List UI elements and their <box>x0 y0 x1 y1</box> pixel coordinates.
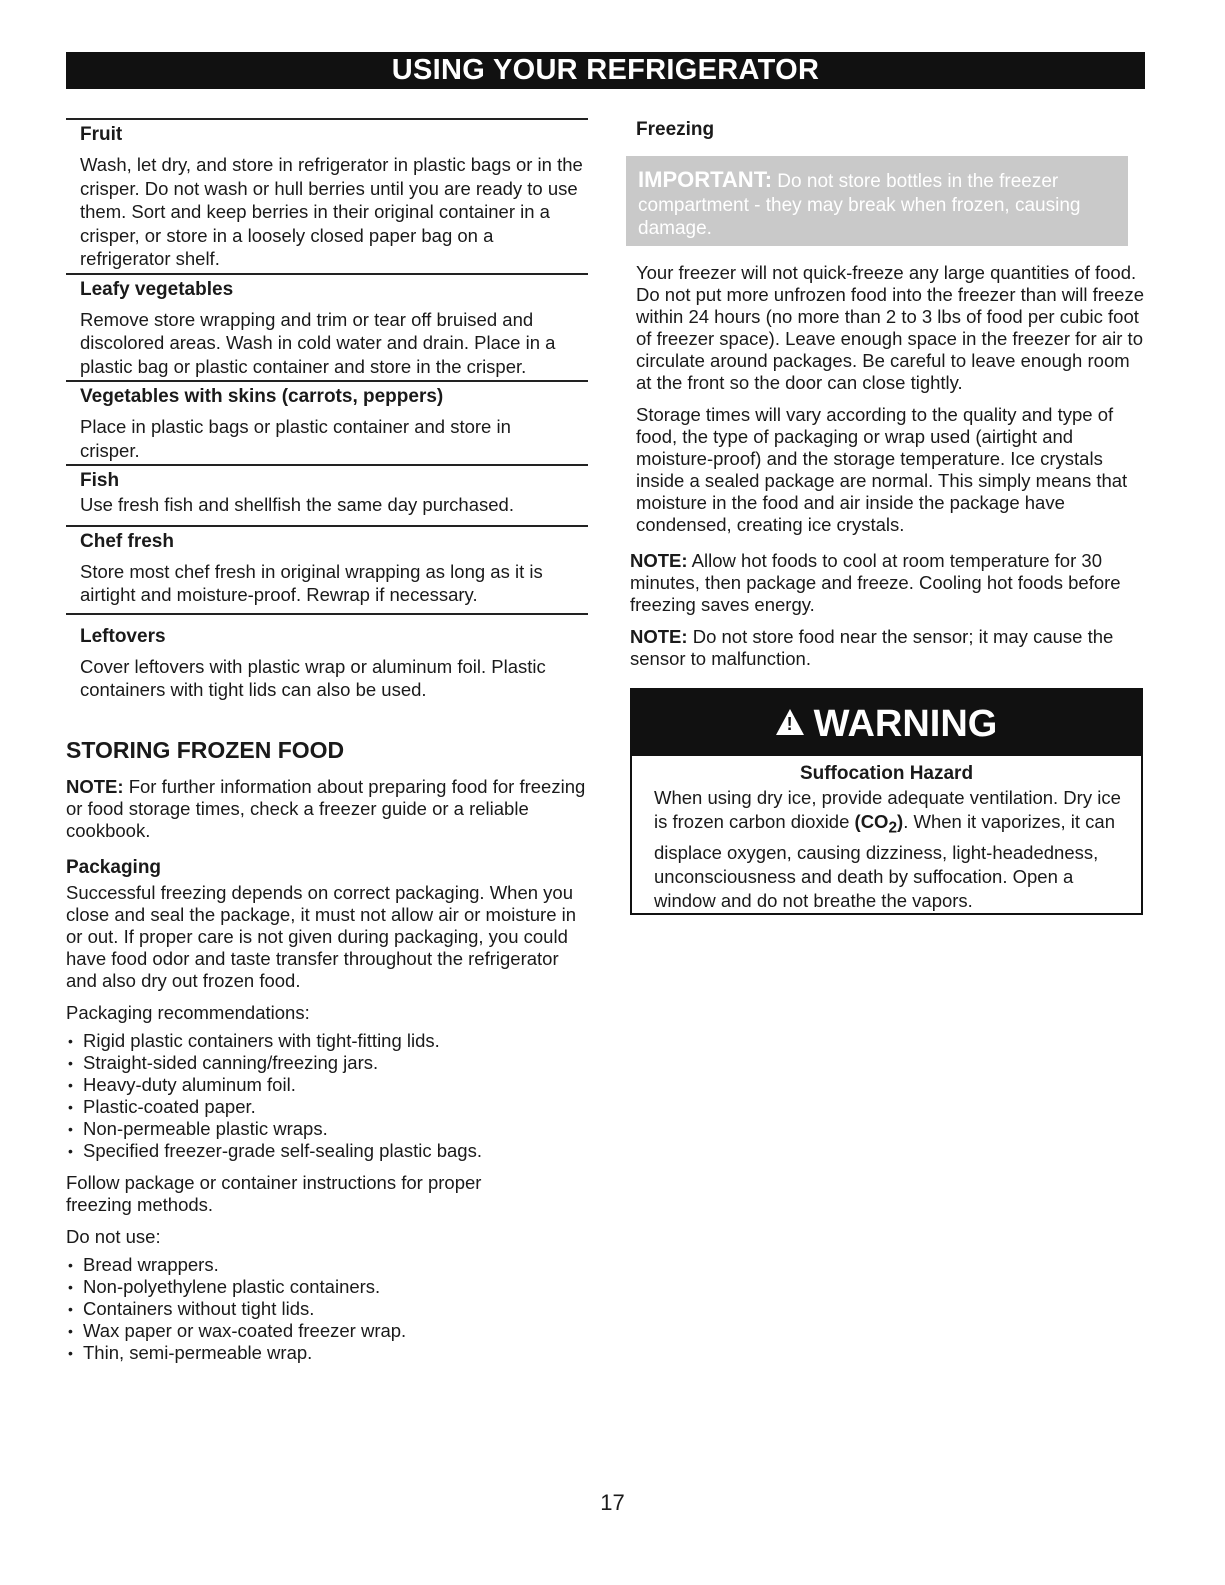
warning-text-part: When using dry ice, provide adequate ventilation. Dry ice is frozen carbon dioxide <box>654 787 1121 832</box>
food-item-title: Leftovers <box>80 625 166 647</box>
list-item: • Non-permeable plastic wraps. <box>66 1118 588 1140</box>
food-item-title: Vegetables with skins (carrots, peppers) <box>80 386 444 407</box>
do-not-use-list <box>66 1254 588 1364</box>
note-label: NOTE: <box>66 775 124 797</box>
list-item: • Plastic-coated paper. <box>66 1096 588 1118</box>
note-text: For further information about preparing food for freezing or food storage times, check a freezer guide or a reliable cookbook. <box>66 775 586 841</box>
warning-text <box>632 786 1141 913</box>
list-item: • Thin, semi-permeable wrap. <box>66 1342 588 1364</box>
list-item: • Non-polyethylene plastic containers. <box>66 1276 588 1298</box>
food-item-fish <box>66 464 588 517</box>
food-item-title: Fish <box>80 470 120 491</box>
note-text: Do not store food near the sensor; it may cause the sensor to malfunction. <box>630 626 1114 669</box>
exclamation-glyph: ! <box>786 713 793 734</box>
list-item: • Specified freezer-grade self-sealing plastic bags. <box>66 1140 588 1162</box>
list-item: • Rigid plastic containers with tight-fitting lids. <box>66 1030 588 1052</box>
packaging-title: Packaging <box>66 856 162 878</box>
note-text: Allow hot foods to cool at room temperature for 30 minutes, then package and freeze. Cooling hot foods before freezing saves energy. <box>630 550 1121 615</box>
formula-subscript: 2 <box>888 819 898 837</box>
warning-box <box>630 688 1143 915</box>
food-item-vegetables-with-skins <box>66 380 588 462</box>
food-item-leafy-vegetables <box>66 273 588 379</box>
storing-note <box>66 776 588 842</box>
list-item: • Containers without tight lids. <box>66 1298 588 1320</box>
freezing-paragraph-1: Your freezer will not quick-freeze any large quantities of food. Do not put more unfrozen food into the freezer than will freeze within 24 hours (no more than 2 to 3 lbs of food per cubic foot of freezer space). Leave enough space in the freezer for air to circulate around packages. Be careful to leave enough room at the front so the door can close tightly. <box>636 262 1145 393</box>
important-text: Do not store bottles in the freezer compartment - they may break when frozen, causing damage. <box>638 171 1081 239</box>
food-item-text: Store most chef fresh in original wrapping as long as it is airtight and moisture-proof. Rewrap if necessary. <box>80 560 543 605</box>
food-item-leftovers <box>66 613 588 702</box>
warning-header <box>632 690 1141 756</box>
freezing-note-2 <box>630 626 1147 670</box>
food-item-title: Fruit <box>80 124 123 145</box>
warning-title: WARNING <box>813 703 998 745</box>
packaging-text: Successful freezing depends on correct packaging. When you close and seal the package, it must not allow air or moisture in or out. If proper care is not given during packaging, you could have food odor and taste transfer throughout the refrigerator and also dry out frozen food. <box>66 881 577 991</box>
list-item: • Wax paper or wax-coated freezer wrap. <box>66 1320 588 1342</box>
freezing-paragraph-2: Storage times will vary according to the quality and type of food, the type of packaging or wrap used (airtight and moisture-proof) and the storage temperature. Ice crystals inside a sealed package are normal. This simply means that moisture in the food and air inside the package have condensed, creating ice crystals. <box>636 404 1128 535</box>
recommendations-list <box>66 1030 588 1162</box>
food-item-chef-fresh <box>66 525 588 607</box>
do-not-use-label: Do not use: <box>66 1225 161 1247</box>
page-number: 17 <box>600 1490 625 1515</box>
recommendations-label: Packaging recommendations: <box>66 1001 310 1023</box>
note-label: NOTE: <box>630 550 688 571</box>
section-title-storing-frozen-food: STORING FROZEN FOOD <box>66 736 345 763</box>
important-label: IMPORTANT: <box>638 167 773 192</box>
formula-close: ) <box>897 811 904 832</box>
left-column <box>66 118 588 1364</box>
warning-text-part: . When it vaporizes, it can displace oxygen, causing dizziness, light-headedness, unconsciousness and death by suffocation. Open a window and do not breathe the vapors. <box>654 811 1116 911</box>
list-item: • Heavy-duty aluminum foil. <box>66 1074 588 1096</box>
note-label: NOTE: <box>630 626 688 647</box>
food-item-text: Use fresh fish and shellfish the same day purchased. <box>80 494 514 515</box>
food-item-text: Place in plastic bags or plastic container and store in crisper. <box>80 416 511 461</box>
food-item-title: Chef fresh <box>80 530 174 552</box>
freezing-note-1 <box>630 550 1147 616</box>
formula-main: (CO <box>854 811 889 832</box>
freezing-title: Freezing <box>636 119 715 140</box>
food-item-title: Leafy vegetables <box>80 278 234 300</box>
food-item-text: Remove store wrapping and trim or tear off bruised and discolored areas. Wash in cold water and drain. Place in a plastic bag or plastic container and store in the crisper. <box>80 308 556 377</box>
list-item: • Bread wrappers. <box>66 1254 588 1276</box>
food-item-fruit <box>66 118 588 271</box>
list-item: • Straight-sided canning/freezing jars. <box>66 1052 588 1074</box>
food-item-text: Cover leftovers with plastic wrap or aluminum foil. Plastic containers with tight lids can also be used. <box>80 655 546 700</box>
warning-triangle-icon <box>776 709 804 735</box>
co2-formula <box>854 811 904 837</box>
follow-text: Follow package or container instructions for proper freezing methods. <box>66 1171 482 1215</box>
food-item-text: Wash, let dry, and store in refrigerator in plastic bags or in the crisper. Do not wash or hull berries until you are ready to use them. Sort and keep berries in their original container in a crisper, or store in a loosely closed paper bag on a refrigerator shelf. <box>80 154 583 269</box>
important-callout <box>626 156 1128 246</box>
warning-subtitle: Suffocation Hazard <box>799 763 974 784</box>
right-column <box>630 118 1147 915</box>
page-banner: USING YOUR REFRIGERATOR <box>66 52 1145 89</box>
